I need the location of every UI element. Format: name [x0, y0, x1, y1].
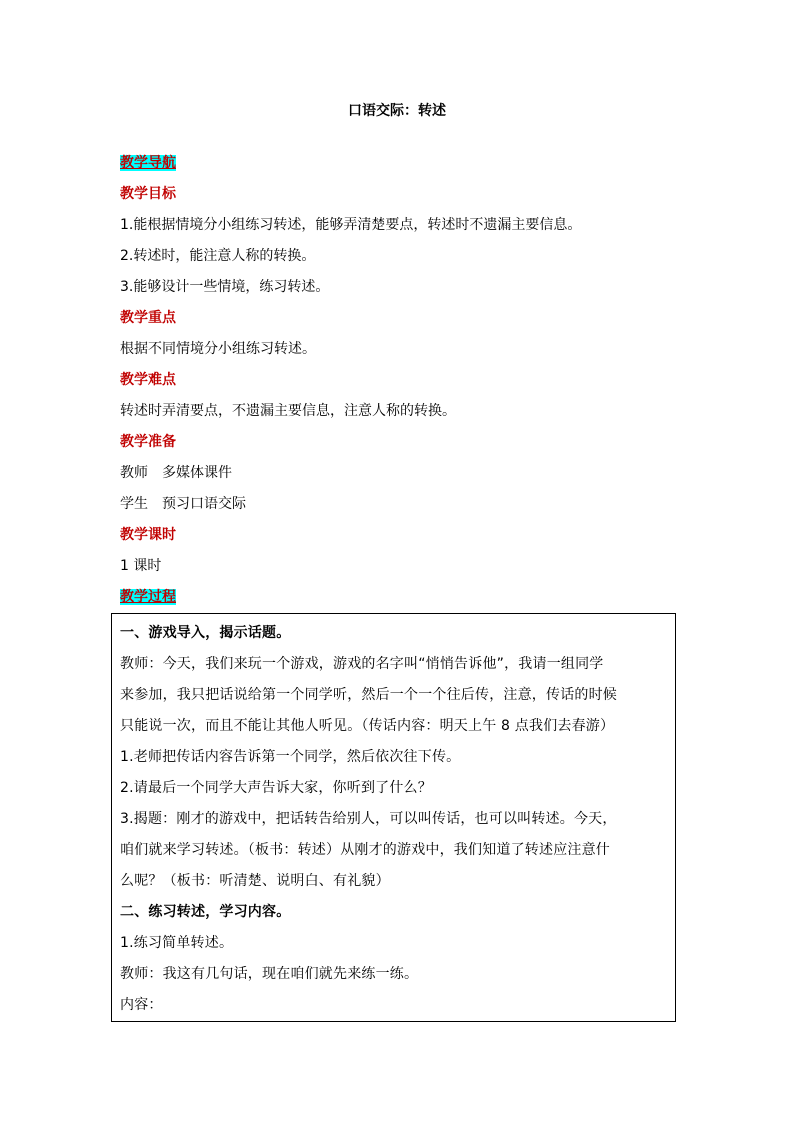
process-line-11: 1.练习简单转述。: [120, 935, 234, 951]
process-line-6: 2.请最后一个同学大声告诉大家，你听到了什么？: [120, 780, 432, 796]
goal-3: 3.能够设计一些情境，练习转述。: [120, 279, 330, 295]
process-line-4: 只能说一次，而且不能让其他人听见。（传话内容：明天上午 8 点我们去春游）: [120, 718, 615, 734]
goal-1: 1.能根据情境分小组练习转述，能够弄清楚要点，转述时不遗漏主要信息。: [120, 217, 582, 233]
process-line-12: 教师：我这有几句话，现在咱们就先来练一练。: [120, 966, 419, 982]
process-box: [111, 613, 676, 1022]
difficulty-text: 转述时弄清要点，不遗漏主要信息，注意人称的转换。: [120, 403, 456, 419]
nav-heading: [120, 153, 176, 173]
process-line-9: 么呢？（板书：听清楚、说明白、有礼貌）: [120, 873, 390, 889]
hours-heading: 教学课时: [120, 527, 176, 543]
prep-teacher: 教师 多媒体课件: [120, 465, 232, 481]
process-heading: [120, 587, 176, 607]
page-title: 口语交际：转述: [348, 103, 446, 119]
prep-student: 学生 预习口语交际: [120, 496, 246, 512]
process-line-5: 1.老师把传话内容告诉第一个同学，然后依次往下传。: [120, 749, 461, 765]
goal-heading: 教学目标: [120, 186, 176, 202]
goal-2: 2.转述时，能注意人称的转换。: [120, 248, 316, 264]
process-line-1: 一、游戏导入，揭示话题。: [120, 625, 291, 641]
difficulty-heading: 教学难点: [120, 372, 176, 388]
process-line-7: 3.揭题：刚才的游戏中，把话转告给别人，可以叫传话，也可以叫转述。今天，: [120, 811, 617, 827]
process-line-13: 内容：: [120, 997, 163, 1013]
key-heading: 教学重点: [120, 310, 176, 326]
key-text: 根据不同情境分小组练习转述。: [120, 341, 316, 357]
nav-heading-text: 教学导航: [120, 155, 176, 171]
process-line-3: 来参加，我只把话说给第一个同学听，然后一个一个往后传，注意，传话的时候: [120, 687, 617, 703]
process-heading-text: 教学过程: [120, 589, 176, 605]
hours-text: 1 课时: [120, 558, 162, 574]
process-line-10: 二、练习转述，学习内容。: [120, 904, 291, 920]
prep-heading: 教学准备: [120, 434, 176, 450]
process-line-8: 咱们就来学习转述。（板书：转述）从刚才的游戏中，我们知道了转述应注意什: [120, 842, 610, 858]
process-line-2: 教师：今天，我们来玩一个游戏，游戏的名字叫“悄悄告诉他”，我请一组同学: [120, 656, 604, 672]
